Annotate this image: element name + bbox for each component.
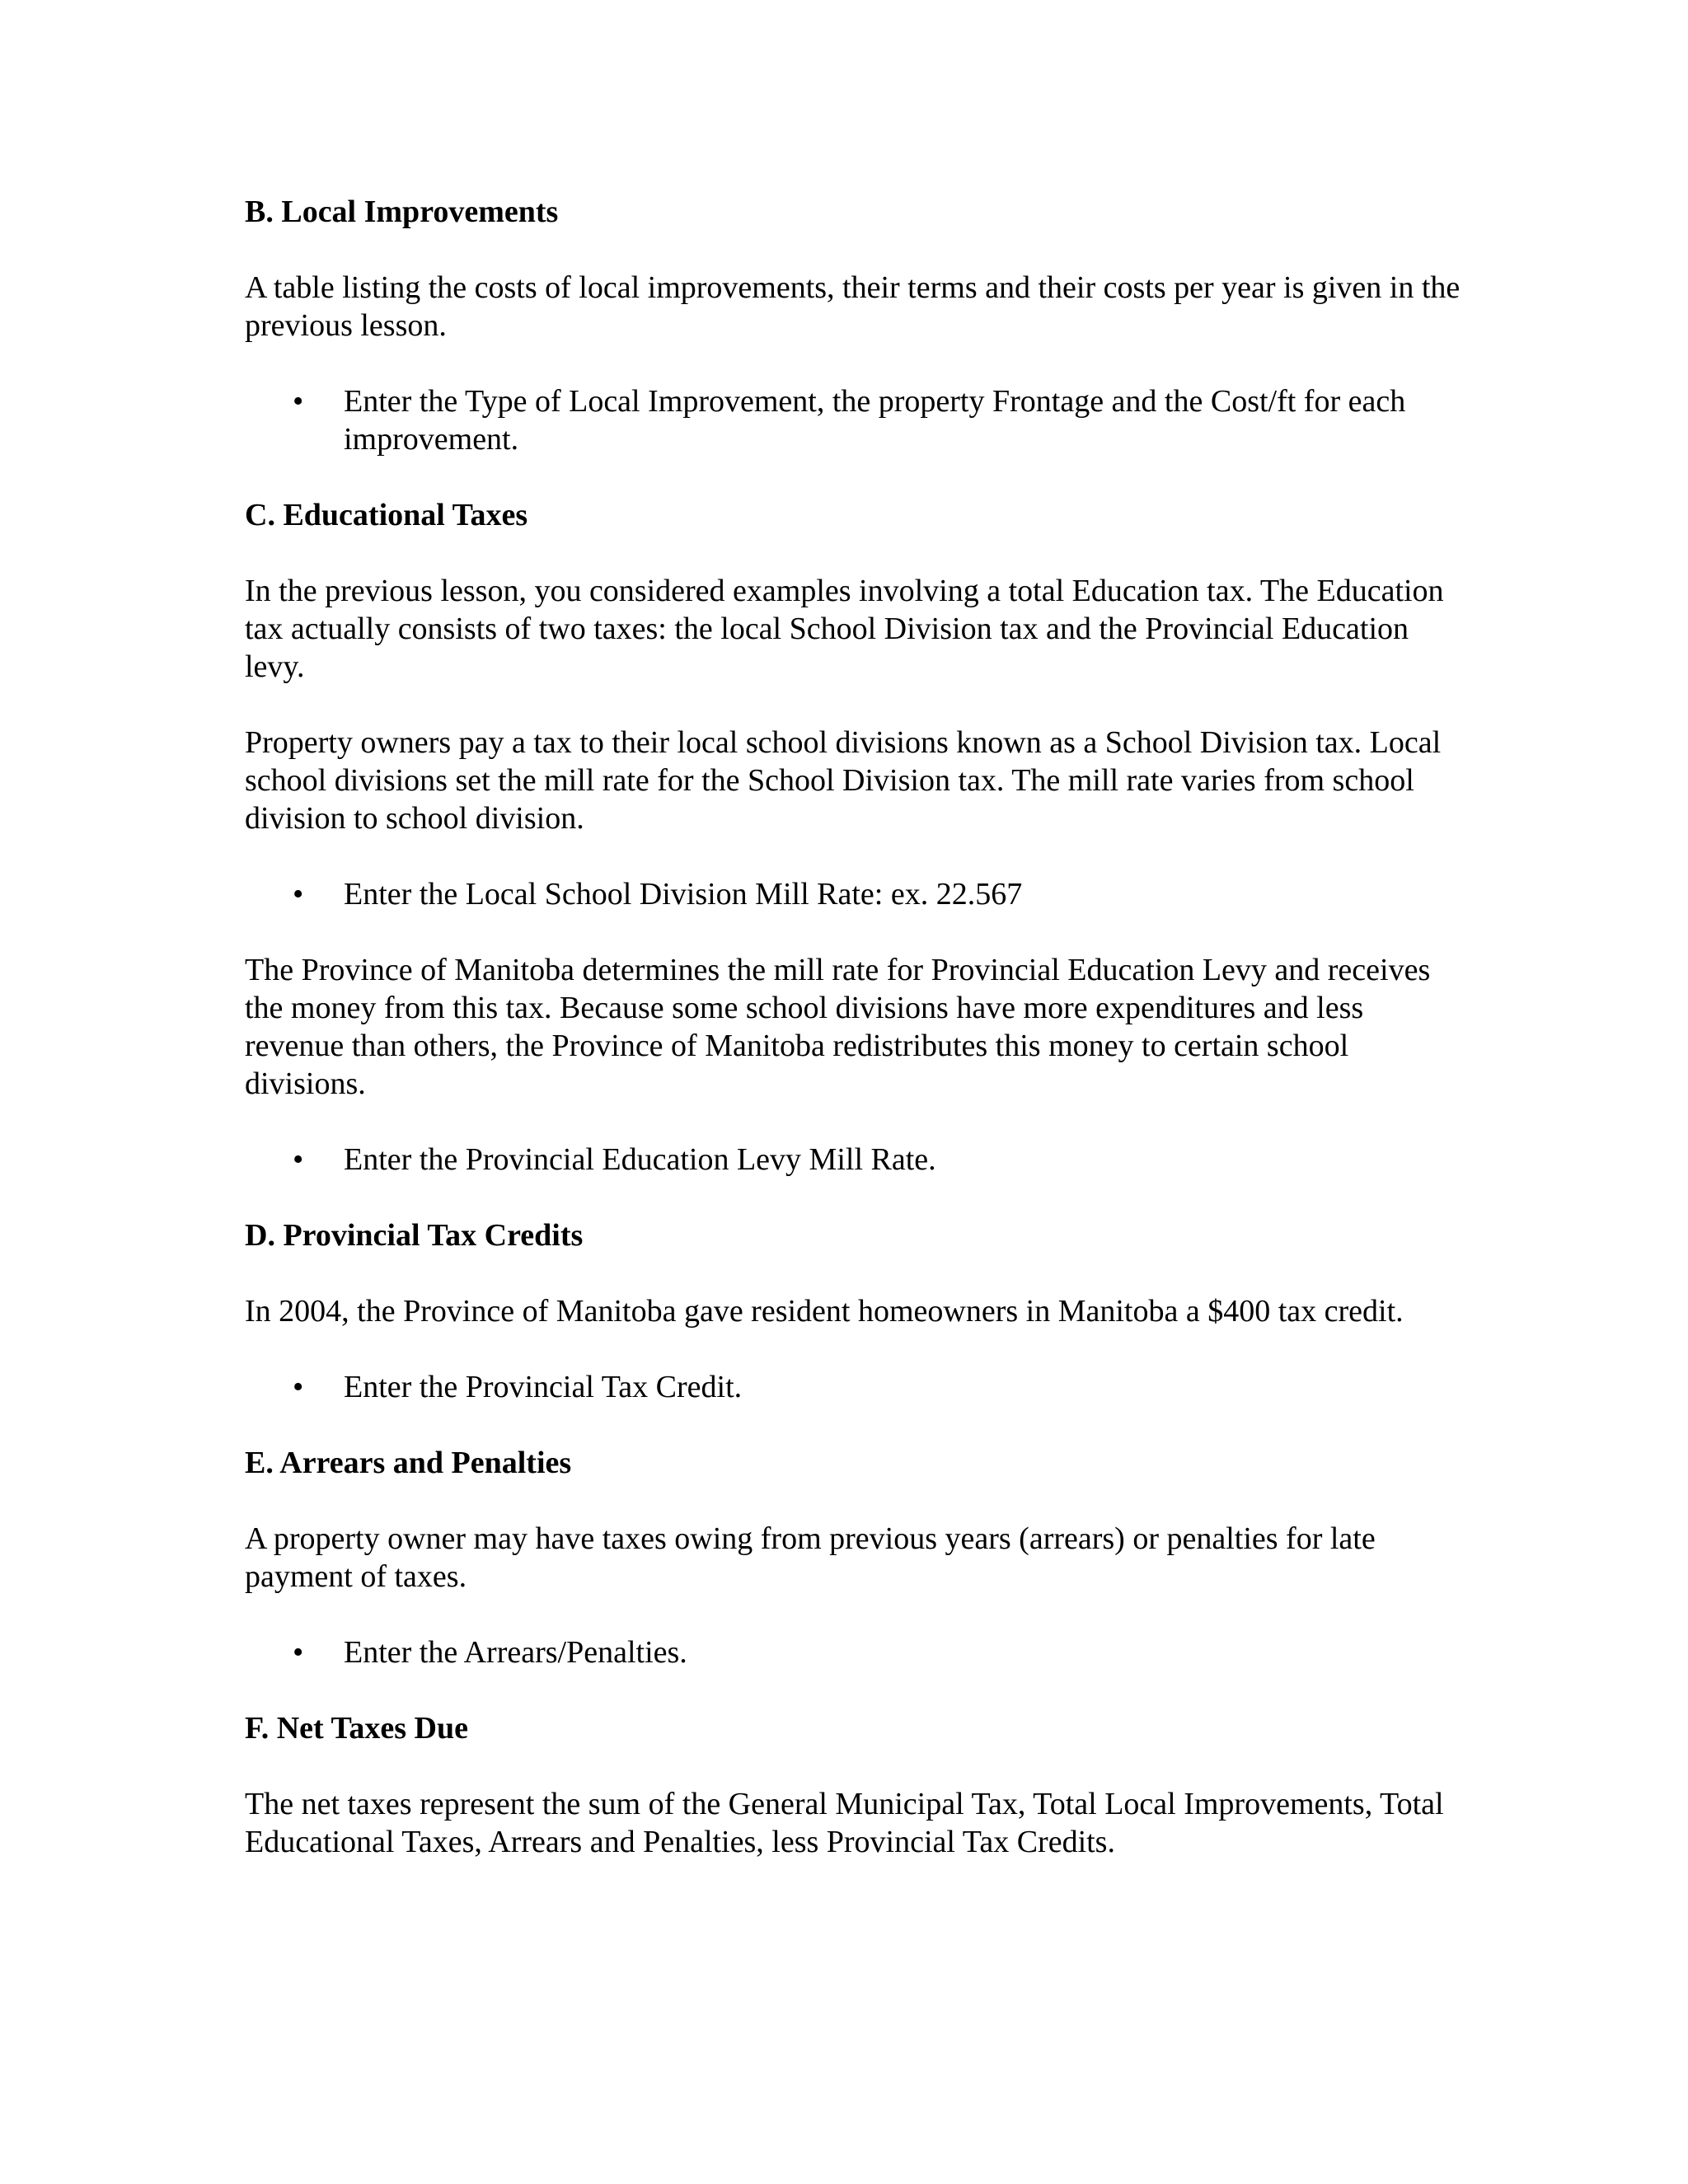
provincial-tax-credits-paragraph: In 2004, the Province of Manitoba gave resident homeowners in Manitoba a $400 tax credit. (245, 1294, 1404, 1329)
local-improvements-list (245, 382, 1465, 458)
provincial-tax-credits-list (245, 1368, 1465, 1406)
bullet-glyph: • (293, 1142, 304, 1177)
provincial-levy-list (245, 1141, 1465, 1179)
arrears-penalties-list (245, 1633, 1465, 1671)
school-division-list (245, 875, 1465, 913)
list-item (245, 1368, 1415, 1406)
list-item (245, 382, 1415, 458)
bullet-glyph: • (293, 877, 304, 912)
section-heading-local-improvements: B. Local Improvements (245, 194, 559, 229)
list-item (245, 1633, 1415, 1671)
list-item-text: Enter the Provincial Tax Credit. (344, 1370, 743, 1404)
arrears-penalties-paragraph: A property owner may have taxes owing from previous years (arrears) or penalties for late payment of taxes. (245, 1521, 1376, 1594)
section-heading-educational-taxes: C. Educational Taxes (245, 498, 528, 532)
educational-taxes-paragraph-3: The Province of Manitoba determines the mill rate for Provincial Education Levy and receives the money from this tax. Because some school divisions have more expenditures and less revenue than others, the Province of Manitoba redistributes this money to certain school divisions. (245, 953, 1431, 1101)
list-item (245, 875, 1415, 913)
list-item (245, 1141, 1415, 1179)
list-item-text: Enter the Type of Local Improvement, the property Frontage and the Cost/ft for each improvement. (344, 384, 1406, 457)
bullet-glyph: • (293, 384, 304, 419)
document-page (245, 193, 1465, 1899)
educational-taxes-paragraph-1: In the previous lesson, you considered examples involving a total Education tax. The Education tax actually consists of two taxes: the local School Division tax and the Provincial Education levy. (245, 574, 1444, 684)
list-item-text: Enter the Local School Division Mill Rate: ex. 22.567 (344, 877, 1023, 912)
list-item-text: Enter the Arrears/Penalties. (344, 1635, 687, 1670)
bullet-glyph: • (293, 1370, 304, 1404)
bullet-glyph: • (293, 1635, 304, 1670)
section-heading-net-taxes-due: F. Net Taxes Due (245, 1711, 468, 1746)
local-improvements-paragraph: A table listing the costs of local improvements, their terms and their costs per year is given in the previous lesson. (245, 270, 1461, 343)
net-taxes-due-paragraph: The net taxes represent the sum of the General Municipal Tax, Total Local Improvements, Total Educational Taxes, Arrears and Penalties, less Provincial Tax Credits. (245, 1787, 1444, 1859)
section-heading-arrears-penalties: E. Arrears and Penalties (245, 1446, 572, 1480)
educational-taxes-paragraph-2: Property owners pay a tax to their local school divisions known as a School Division tax. Local school divisions set the mill rate for the School Division tax. The mill rate varies from school division to school division. (245, 725, 1442, 836)
list-item-text: Enter the Provincial Education Levy Mill Rate. (344, 1142, 936, 1177)
section-heading-provincial-tax-credits: D. Provincial Tax Credits (245, 1218, 584, 1253)
